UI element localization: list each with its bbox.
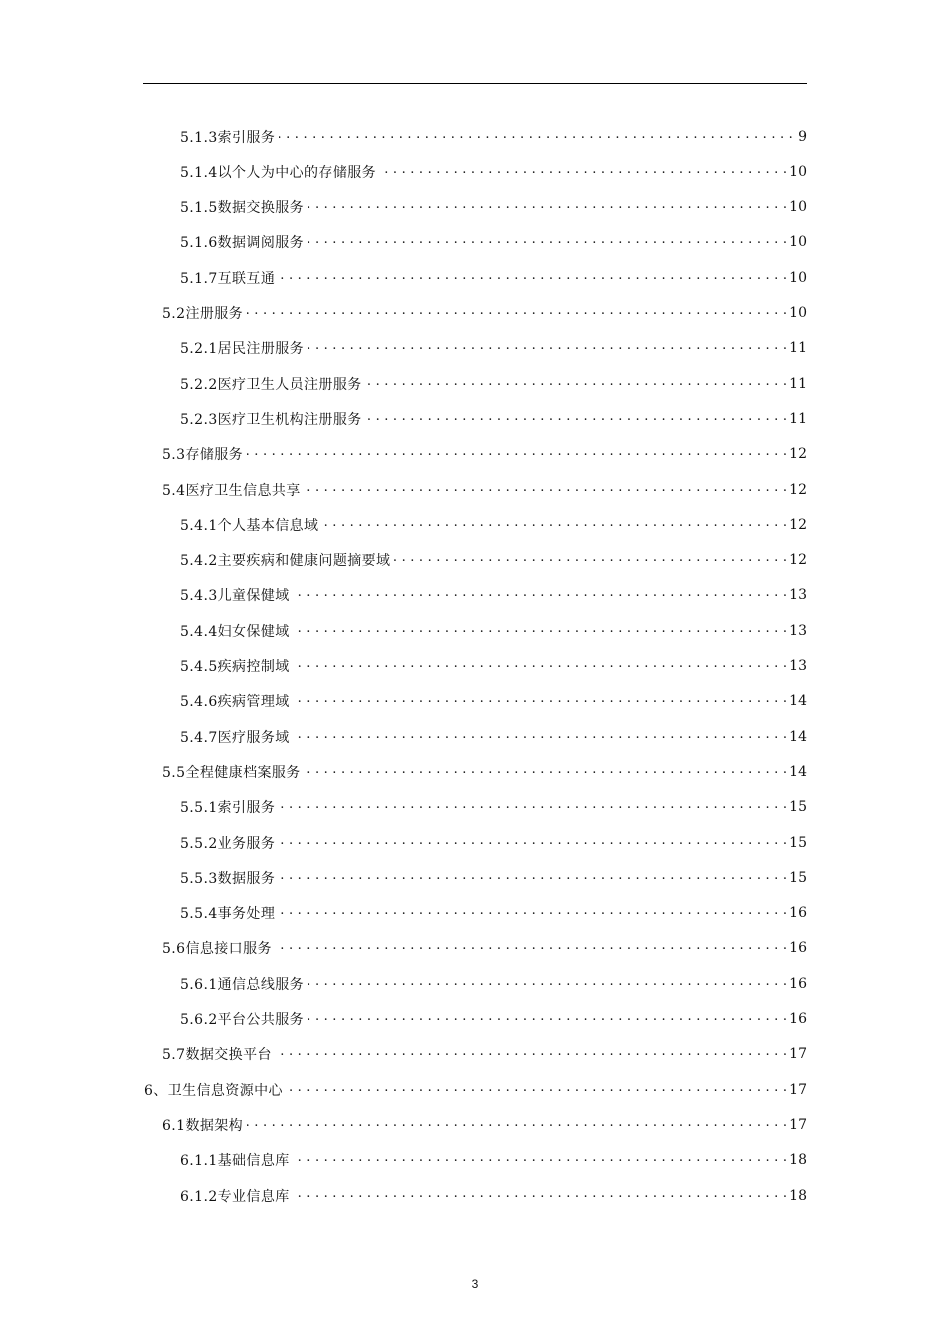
toc-entry-link[interactable] xyxy=(0,719,807,754)
toc-entry-link[interactable] xyxy=(0,401,807,436)
toc-dot-leader xyxy=(294,1153,788,1167)
toc-entry-page: 10 xyxy=(789,199,807,216)
toc-entry-title: 5.1.7互联互通 xyxy=(180,268,277,288)
toc-entry xyxy=(0,896,950,931)
toc-dot-leader xyxy=(287,1083,787,1097)
toc-entry xyxy=(0,1178,950,1213)
toc-entry-page: 18 xyxy=(789,1152,807,1169)
toc-entry-link[interactable] xyxy=(0,119,807,154)
toc-entry-page: 12 xyxy=(789,481,807,498)
toc-entry-page: 14 xyxy=(789,763,807,780)
toc-entry-link[interactable] xyxy=(0,825,807,860)
toc-dot-leader xyxy=(366,377,788,391)
toc-entry-page: 12 xyxy=(789,516,807,533)
toc-entry-link[interactable] xyxy=(0,190,807,225)
toc-entry-title: 5.5.2业务服务 xyxy=(180,833,277,853)
toc-entry-page: 10 xyxy=(789,163,807,180)
toc-entry-link[interactable] xyxy=(0,1107,807,1142)
toc-entry-title: 5.7数据交换平台 xyxy=(162,1044,274,1064)
toc-entry-link[interactable] xyxy=(0,966,807,1001)
toc-entry-title: 6.1数据架构 xyxy=(162,1115,245,1135)
toc-dot-leader xyxy=(247,447,787,461)
toc-entry-page: 12 xyxy=(789,446,807,463)
toc-entry-page: 11 xyxy=(789,410,807,427)
toc-entry xyxy=(0,1107,950,1142)
toc-entry-page: 13 xyxy=(789,587,807,604)
toc-dot-leader xyxy=(279,130,793,144)
toc-entry-link[interactable] xyxy=(0,1143,807,1178)
toc-dot-leader xyxy=(394,553,787,567)
toc-entry xyxy=(0,719,950,754)
toc-dot-leader xyxy=(279,906,787,920)
toc-dot-leader xyxy=(294,1189,788,1203)
toc-entry-link[interactable] xyxy=(0,754,807,789)
toc-dot-leader xyxy=(276,941,787,955)
toc-entry-title: 5.1.6数据调阅服务 xyxy=(180,232,306,252)
toc-entry-page: 12 xyxy=(789,552,807,569)
toc-entry-page: 10 xyxy=(789,269,807,286)
toc-entry xyxy=(0,825,950,860)
header-rule xyxy=(143,83,807,84)
toc-entry xyxy=(0,260,950,295)
toc-entry-page: 17 xyxy=(789,1081,807,1098)
toc-entry-title: 5.5.3数据服务 xyxy=(180,868,277,888)
toc-dot-leader xyxy=(279,836,787,850)
toc-entry-page: 14 xyxy=(789,728,807,745)
toc-dot-leader xyxy=(279,871,787,885)
toc-entry xyxy=(0,790,950,825)
table-of-contents xyxy=(0,119,950,1224)
toc-dot-leader xyxy=(294,730,788,744)
toc-entry-title: 6.1.1基础信息库 xyxy=(180,1150,292,1170)
toc-entry xyxy=(0,507,950,542)
toc-entry xyxy=(0,154,950,189)
toc-entry-link[interactable] xyxy=(0,684,807,719)
toc-entry-page: 15 xyxy=(789,834,807,851)
toc-entry-link[interactable] xyxy=(0,472,807,507)
toc-entry xyxy=(0,472,950,507)
toc-dot-leader xyxy=(308,1012,787,1026)
toc-dot-leader xyxy=(294,588,788,602)
toc-entry-link[interactable] xyxy=(0,1037,807,1072)
toc-dot-leader xyxy=(322,518,787,532)
toc-entry-page: 18 xyxy=(789,1187,807,1204)
toc-dot-leader xyxy=(308,977,787,991)
toc-entry-page: 9 xyxy=(798,128,807,145)
toc-entry-title: 5.2.3医疗卫生机构注册服务 xyxy=(180,409,364,429)
toc-entry-title: 5.4医疗卫生信息共享 xyxy=(162,480,303,500)
toc-dot-leader xyxy=(308,235,787,249)
toc-entry-link[interactable] xyxy=(0,578,807,613)
toc-entry-link[interactable] xyxy=(0,296,807,331)
toc-entry xyxy=(0,966,950,1001)
toc-entry-page: 16 xyxy=(789,905,807,922)
toc-entry xyxy=(0,437,950,472)
toc-entry-title: 5.2注册服务 xyxy=(162,303,245,323)
toc-entry xyxy=(0,543,950,578)
toc-dot-leader xyxy=(294,624,788,638)
toc-entry-title: 5.6信息接口服务 xyxy=(162,938,274,958)
toc-entry-page: 13 xyxy=(789,622,807,639)
toc-entry-page: 15 xyxy=(789,869,807,886)
toc-dot-leader xyxy=(247,1118,787,1132)
toc-entry-page: 16 xyxy=(789,1011,807,1027)
toc-entry xyxy=(0,366,950,401)
toc-entry-link[interactable] xyxy=(0,366,807,401)
toc-entry-title: 5.4.7医疗服务域 xyxy=(180,727,292,747)
toc-entry-link[interactable] xyxy=(0,225,807,260)
toc-entry-page: 16 xyxy=(789,975,807,992)
toc-dot-leader xyxy=(279,271,787,285)
toc-dot-leader xyxy=(305,483,788,497)
toc-entry-title: 5.4.4妇女保健域 xyxy=(180,621,292,641)
toc-entry-title: 5.4.2主要疾病和健康问题摘要域 xyxy=(180,550,392,570)
toc-entry-link[interactable] xyxy=(0,790,807,825)
toc-entry-link[interactable] xyxy=(0,1178,807,1213)
toc-entry xyxy=(0,331,950,366)
toc-entry xyxy=(0,1037,950,1072)
page-number: 3 xyxy=(471,1277,479,1291)
toc-entry-link[interactable] xyxy=(0,1002,807,1037)
toc-entry-page: 11 xyxy=(789,340,807,357)
toc-dot-leader xyxy=(294,659,788,673)
toc-entry-title: 5.3存储服务 xyxy=(162,444,245,464)
toc-entry xyxy=(0,613,950,648)
toc-entry-title: 5.6.2平台公共服务 xyxy=(180,1009,306,1029)
toc-entry-link[interactable] xyxy=(0,1072,807,1107)
toc-entry-title: 5.4.6疾病管理域 xyxy=(180,691,292,711)
toc-dot-leader xyxy=(308,341,787,355)
toc-entry xyxy=(0,931,950,966)
toc-entry xyxy=(0,296,950,331)
toc-entry-link[interactable] xyxy=(0,543,807,578)
toc-entry-link[interactable] xyxy=(0,260,807,295)
toc-entry-title: 5.1.3索引服务 xyxy=(180,127,277,147)
toc-entry-title: 5.5.4事务处理 xyxy=(180,903,277,923)
toc-dot-leader xyxy=(247,306,787,320)
toc-entry-title: 5.4.5疾病控制域 xyxy=(180,656,292,676)
toc-entry xyxy=(0,119,950,154)
toc-entry-title: 5.1.4以个人为中心的存储服务 xyxy=(180,162,378,182)
toc-entry-link[interactable] xyxy=(0,437,807,472)
toc-dot-leader xyxy=(380,165,787,179)
toc-entry xyxy=(0,578,950,613)
toc-entry-link[interactable] xyxy=(0,896,807,931)
toc-entry xyxy=(0,860,950,895)
toc-dot-leader xyxy=(294,694,788,708)
toc-entry-link[interactable] xyxy=(0,860,807,895)
toc-entry xyxy=(0,1002,950,1037)
toc-entry xyxy=(0,190,950,225)
toc-entry-page: 17 xyxy=(789,1046,807,1063)
toc-dot-leader xyxy=(308,200,787,214)
toc-entry-title: 6.1.2专业信息库 xyxy=(180,1186,292,1206)
toc-entry-title: 5.6.1通信总线服务 xyxy=(180,974,306,994)
toc-entry-title: 5.5.1索引服务 xyxy=(180,797,277,817)
toc-entry-page: 16 xyxy=(789,940,807,957)
toc-entry-page: 17 xyxy=(789,1116,807,1133)
toc-entry xyxy=(0,401,950,436)
toc-entry-title: 5.1.5数据交换服务 xyxy=(180,197,306,217)
toc-entry xyxy=(0,754,950,789)
toc-entry-title: 5.2.1居民注册服务 xyxy=(180,338,306,358)
toc-entry-page: 15 xyxy=(789,799,807,816)
toc-entry-title: 5.4.3儿童保健域 xyxy=(180,585,292,605)
toc-entry xyxy=(0,1072,950,1107)
toc-entry-page: 14 xyxy=(789,693,807,710)
toc-entry xyxy=(0,225,950,260)
toc-entry-page: 10 xyxy=(789,234,807,251)
toc-entry xyxy=(0,649,950,684)
toc-entry-title: 5.5全程健康档案服务 xyxy=(162,762,303,782)
toc-entry-page: 10 xyxy=(789,305,807,321)
toc-entry xyxy=(0,684,950,719)
toc-dot-leader xyxy=(276,1047,787,1061)
toc-dot-leader xyxy=(305,765,788,779)
toc-entry-title: 6、卫生信息资源中心 xyxy=(144,1080,285,1100)
toc-entry-link[interactable] xyxy=(0,154,807,189)
toc-entry-title: 5.4.1个人基本信息域 xyxy=(180,515,320,535)
toc-entry-page: 13 xyxy=(789,658,807,674)
toc-entry-link[interactable] xyxy=(0,507,807,542)
toc-entry-link[interactable] xyxy=(0,331,807,366)
toc-dot-leader xyxy=(279,800,787,814)
toc-entry-link[interactable] xyxy=(0,931,807,966)
toc-entry-page: 11 xyxy=(789,375,807,392)
toc-dot-leader xyxy=(366,412,788,426)
toc-entry xyxy=(0,1143,950,1178)
toc-entry-link[interactable] xyxy=(0,649,807,684)
toc-entry-link[interactable] xyxy=(0,613,807,648)
toc-entry-title: 5.2.2医疗卫生人员注册服务 xyxy=(180,374,364,394)
